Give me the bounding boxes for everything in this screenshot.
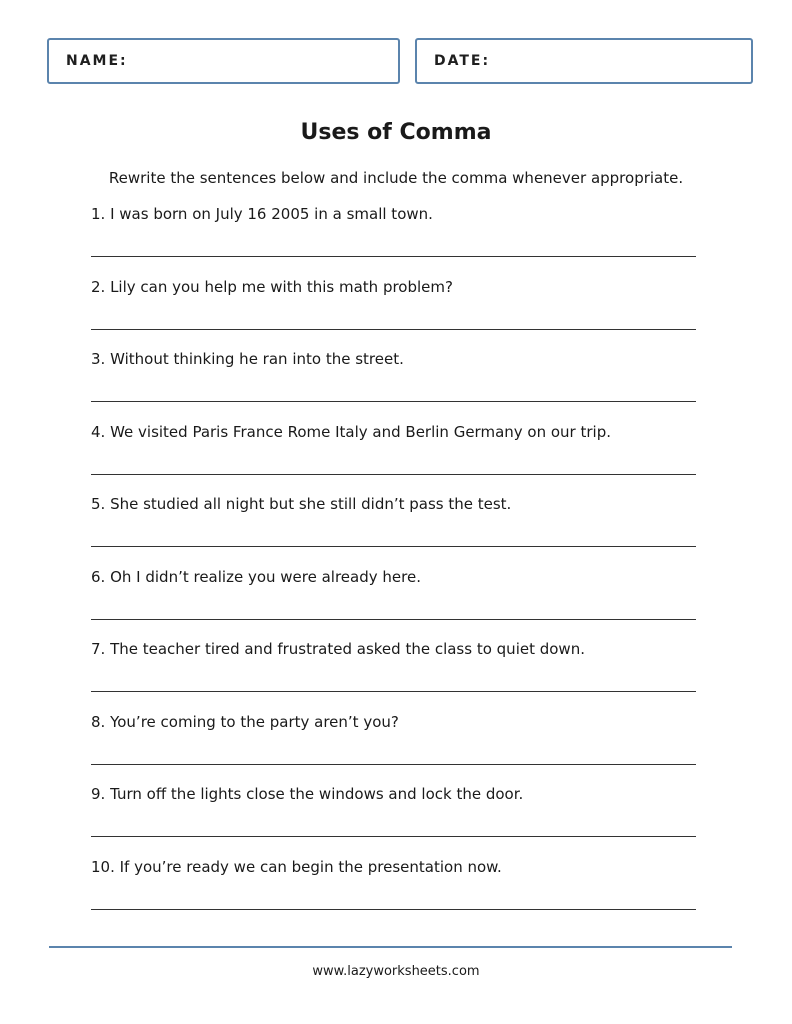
question-text: 5. She studied all night but she still didn’t pass the test. [91,495,512,513]
question-text: 3. Without thinking he ran into the street. [91,350,404,368]
answer-line[interactable] [91,691,696,692]
question-item [91,495,696,568]
answer-line[interactable] [91,546,696,547]
answer-line[interactable] [91,764,696,765]
question-text: 4. We visited Paris France Rome Italy and Berlin Germany on our trip. [91,422,611,441]
answer-line[interactable] [91,329,696,330]
date-field[interactable] [415,38,753,84]
page-title: Uses of Comma [300,120,492,145]
question-item [91,205,696,278]
question-item [91,640,696,713]
answer-line[interactable] [91,401,696,402]
question-item [91,278,696,351]
question-list [91,205,696,930]
question-item [91,568,696,641]
question-item [91,713,696,786]
date-label: DATE: [434,53,491,69]
question-text: 1. I was born on July 16 2005 in a small town. [91,205,433,223]
footer-url: www.lazyworksheets.com [312,964,480,979]
question-text: 9. Turn off the lights close the windows and lock the door. [91,785,524,803]
question-item [91,350,696,423]
question-text: 10. If you’re ready we can begin the presentation now. [91,857,502,876]
name-label: NAME: [66,53,128,69]
answer-line[interactable] [91,474,696,475]
answer-line[interactable] [91,909,696,910]
answer-line[interactable] [91,836,696,837]
name-field[interactable] [47,38,400,84]
instructions: Rewrite the sentences below and include the comma whenever appropriate. [108,169,684,187]
answer-line[interactable] [91,256,696,257]
question-text: 7. The teacher tired and frustrated asked the class to quiet down. [91,640,585,658]
answer-line[interactable] [91,619,696,620]
question-item [91,785,696,858]
question-text: 2. Lily can you help me with this math problem? [91,277,453,296]
question-text: 6. Oh I didn’t realize you were already here. [91,567,421,586]
question-item [91,423,696,496]
question-item [91,858,696,931]
question-text: 8. You’re coming to the party aren’t you? [91,712,399,731]
footer-divider [49,946,732,948]
